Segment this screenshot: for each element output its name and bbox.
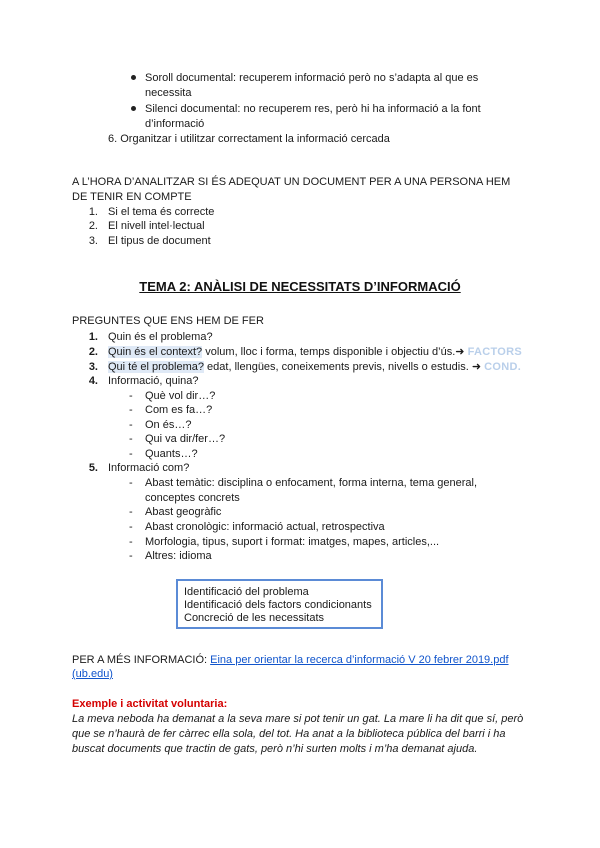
question-item xyxy=(108,345,522,359)
reference-link-continuation[interactable] xyxy=(72,667,113,681)
sub-item: Morfologia, tipus, suport i format: imatges, mapes, articles,... xyxy=(145,536,440,548)
section-heading: A L’HORA D’ANALITZAR SI ÉS ADEQUAT UN DOCUMENT PER A UNA PERSONA HEM xyxy=(72,176,511,188)
tag-label: FACTORS xyxy=(467,346,523,358)
question-item: Informació, quina? xyxy=(108,375,199,387)
list-number: 3. xyxy=(88,235,98,247)
list-item: Silenci documental: no recuperem res, però hi ha informació a la font xyxy=(145,103,481,115)
sub-item: Abast cronològic: informació actual, retrospectiva xyxy=(145,521,385,533)
summary-line: Identificació del problema xyxy=(184,586,309,598)
list-item: El tipus de document xyxy=(108,235,211,247)
highlighted-text: Quin és el context? xyxy=(108,346,203,358)
dash-bullet: - xyxy=(129,390,133,402)
question-item xyxy=(108,360,521,374)
sub-item-continuation: conceptes concrets xyxy=(145,492,240,504)
question-text: edat, llengües, coneixements previs, nivells o estudis. xyxy=(204,361,469,373)
section-heading-continuation: DE TENIR EN COMPTE xyxy=(72,191,192,203)
highlighted-text: Qui té el problema? xyxy=(108,361,204,373)
list-item: El nivell intel·lectual xyxy=(108,220,205,232)
more-info xyxy=(72,653,509,667)
arrow-icon: ➜ xyxy=(471,361,482,373)
list-item-continuation: d’informació xyxy=(145,118,205,130)
list-item: Si el tema és correcte xyxy=(108,206,215,218)
list-item-continuation: necessita xyxy=(145,87,192,99)
question-item: Quin és el problema? xyxy=(108,331,213,343)
dash-bullet: - xyxy=(129,550,133,562)
sub-item: Abast temàtic: disciplina o enfocament, forma interna, tema general, xyxy=(145,477,478,489)
sub-item: Qui va dir/fer…? xyxy=(145,433,226,445)
list-number: 4. xyxy=(88,375,98,387)
bullet-dot xyxy=(131,75,136,80)
section-heading: PREGUNTES QUE ENS HEM DE FER xyxy=(72,315,264,327)
summary-line: Identificació dels factors condicionants xyxy=(184,599,372,611)
list-number: 1. xyxy=(88,206,98,218)
sub-item: Abast geogràfic xyxy=(145,506,222,518)
more-info-label: PER A MÉS INFORMACIÓ: xyxy=(72,654,211,666)
reference-link-tail[interactable]: (ub.edu) xyxy=(72,668,113,680)
list-item: Soroll documental: recuperem informació però no s’adapta al que es xyxy=(145,72,479,84)
example-heading: Exemple i activitat voluntaria: xyxy=(72,698,228,710)
arrow-icon: ➜ xyxy=(455,346,465,358)
sub-item: On és…? xyxy=(145,419,192,431)
list-number: 5. xyxy=(88,462,98,474)
summary-line: Concreció de les necessitats xyxy=(184,612,325,624)
dash-bullet: - xyxy=(129,433,133,445)
question-text: volum, lloc i forma, temps disponible i objectiu d’ús. xyxy=(202,346,456,358)
question-item: Informació com? xyxy=(108,462,190,474)
dash-bullet: - xyxy=(129,477,133,489)
list-number: 3. xyxy=(88,361,98,373)
dash-bullet: - xyxy=(129,506,133,518)
dash-bullet: - xyxy=(129,521,133,533)
sub-item: Com es fa…? xyxy=(145,404,213,416)
sub-item: Què vol dir…? xyxy=(145,390,216,402)
example-text: buscat documents que tractin de gats, però n’hi surten molts i m’ha demanat ajuda. xyxy=(72,743,478,755)
list-item: 6. Organitzar i utilitzar correctament la informació cercada xyxy=(108,133,390,145)
example-text: La meva neboda ha demanat a la seva mare si pot tenir un gat. La mare li ha dit que sí, però xyxy=(72,713,524,725)
sub-item: Quants…? xyxy=(145,448,198,460)
sub-item: Altres: idioma xyxy=(145,550,212,562)
example-text: que se n’haurà de fer càrrec ella sola, del tot. Ha anat a la biblioteca pública del barri i ha xyxy=(72,728,506,740)
reference-link[interactable]: Eina per orientar la recerca d’informació V 20 febrer 2019.pdf xyxy=(210,654,509,666)
list-number: 2. xyxy=(88,220,98,232)
page-title: TEMA 2: ANÀLISI DE NECESSITATS D’INFORMACIÓ xyxy=(139,279,461,294)
list-number: 1. xyxy=(88,331,98,343)
bullet-dot xyxy=(131,106,136,111)
dash-bullet: - xyxy=(129,536,133,548)
list-number: 2. xyxy=(88,346,98,358)
dash-bullet: - xyxy=(129,419,133,431)
dash-bullet: - xyxy=(129,404,133,416)
dash-bullet: - xyxy=(129,448,133,460)
tag-label: COND. xyxy=(484,361,522,373)
